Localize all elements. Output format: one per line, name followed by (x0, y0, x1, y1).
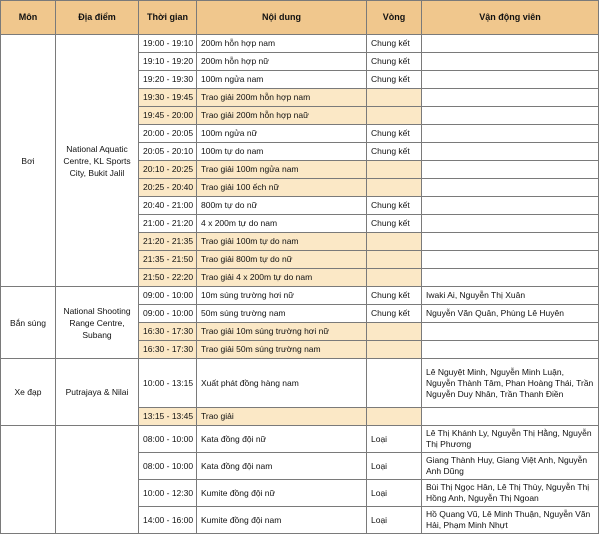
content-cell: Kumite đồng đội nam (197, 507, 367, 534)
round-cell: Chung kết (367, 125, 422, 143)
content-cell: Trao giải (197, 408, 367, 426)
round-cell: Chung kết (367, 197, 422, 215)
athletes-cell: Hồ Quang Vũ, Lê Minh Thuận, Nguyễn Văn Hải, Phạm Minh Nhựt (422, 507, 599, 534)
athletes-cell: Giang Thành Huy, Giang Việt Anh, Nguyễn Anh Dũng (422, 453, 599, 480)
round-cell (367, 408, 422, 426)
athletes-cell (422, 179, 599, 197)
time-cell: 19:30 - 19:45 (139, 89, 197, 107)
content-cell: 10m súng trường hơi nữ (197, 287, 367, 305)
round-cell: Loại (367, 453, 422, 480)
header-sport: Môn (1, 1, 56, 35)
athletes-cell (422, 215, 599, 233)
athletes-cell: Lê Nguyệt Minh, Nguyễn Minh Luận, Nguyễn Thành Tâm, Phan Hoàng Thái, Trần Nguyễn Duy Nhân, Trần Thanh Điền (422, 359, 599, 408)
round-cell (367, 179, 422, 197)
athletes-cell (422, 107, 599, 125)
time-cell: 21:35 - 21:50 (139, 251, 197, 269)
athletes-cell (422, 323, 599, 341)
time-cell: 08:00 - 10:00 (139, 453, 197, 480)
athletes-cell (422, 161, 599, 179)
event-row (1, 426, 599, 453)
content-cell: Kumite đồng đội nữ (197, 480, 367, 507)
time-cell: 08:00 - 10:00 (139, 426, 197, 453)
round-cell (367, 161, 422, 179)
athletes-cell: Iwaki Ai, Nguyễn Thị Xuân (422, 287, 599, 305)
content-cell: 800m tự do nữ (197, 197, 367, 215)
content-cell: Trao giải 100m tự do nam (197, 233, 367, 251)
time-cell: 09:00 - 10:00 (139, 287, 197, 305)
content-cell: 50m súng trường nam (197, 305, 367, 323)
time-cell: 09:00 - 10:00 (139, 305, 197, 323)
time-cell: 21:20 - 21:35 (139, 233, 197, 251)
round-cell: Loại (367, 480, 422, 507)
round-cell: Chung kết (367, 71, 422, 89)
header-athletes: Vận động viên (422, 1, 599, 35)
athletes-cell: Nguyễn Văn Quân, Phùng Lê Huyên (422, 305, 599, 323)
header-time: Thời gian (139, 1, 197, 35)
event-row (1, 359, 599, 408)
round-cell (367, 107, 422, 125)
time-cell: 19:10 - 19:20 (139, 53, 197, 71)
athletes-cell (422, 233, 599, 251)
athletes-cell (422, 35, 599, 53)
time-cell: 14:00 - 16:00 (139, 507, 197, 534)
athletes-cell (422, 125, 599, 143)
content-cell: Xuất phát đồng hàng nam (197, 359, 367, 408)
round-cell (367, 341, 422, 359)
athletes-cell (422, 143, 599, 161)
sport-cell: Xe đạp (1, 359, 56, 426)
round-cell: Chung kết (367, 143, 422, 161)
time-cell: 19:00 - 19:10 (139, 35, 197, 53)
time-cell: 20:40 - 21:00 (139, 197, 197, 215)
round-cell (367, 251, 422, 269)
round-cell: Chung kết (367, 53, 422, 71)
content-cell: Trao giải 10m súng trường hơi nữ (197, 323, 367, 341)
athletes-cell (422, 408, 599, 426)
round-cell: Chung kết (367, 287, 422, 305)
content-cell: Trao giải 50m súng trường nam (197, 341, 367, 359)
event-row (1, 287, 599, 305)
time-cell: 16:30 - 17:30 (139, 341, 197, 359)
athletes-cell (422, 71, 599, 89)
time-cell: 20:00 - 20:05 (139, 125, 197, 143)
content-cell: 100m ngửa nam (197, 71, 367, 89)
venue-cell: Putrajaya & Nilai (56, 359, 139, 426)
time-cell: 20:25 - 20:40 (139, 179, 197, 197)
content-cell: Kata đồng đội nữ (197, 426, 367, 453)
venue-cell: National Aquatic Centre, KL Sports City, Bukit Jalil (56, 35, 139, 287)
header-row (1, 1, 599, 35)
venue-cell: National Shooting Range Centre, Subang (56, 287, 139, 359)
time-cell: 21:00 - 21:20 (139, 215, 197, 233)
athletes-cell (422, 197, 599, 215)
time-cell: 16:30 - 17:30 (139, 323, 197, 341)
time-cell: 13:15 - 13:45 (139, 408, 197, 426)
round-cell: Loại (367, 507, 422, 534)
content-cell: 4 x 200m tự do nam (197, 215, 367, 233)
time-cell: 20:05 - 20:10 (139, 143, 197, 161)
content-cell: Trao giải 100 ếch nữ (197, 179, 367, 197)
athletes-cell (422, 53, 599, 71)
round-cell (367, 359, 422, 408)
header-round: Vòng (367, 1, 422, 35)
content-cell: Trao giải 200m hỗn hợp naữ (197, 107, 367, 125)
content-cell: 100m tự do nam (197, 143, 367, 161)
header-venue: Địa điểm (56, 1, 139, 35)
athletes-cell: Lê Thị Khánh Ly, Nguyễn Thị Hằng, Nguyễn Thị Phương (422, 426, 599, 453)
content-cell: 200m hỗn hợp nữ (197, 53, 367, 71)
round-cell (367, 269, 422, 287)
time-cell: 19:20 - 19:30 (139, 71, 197, 89)
venue-cell (56, 426, 139, 534)
content-cell: 200m hỗn hợp nam (197, 35, 367, 53)
event-row (1, 35, 599, 53)
content-cell: Trao giải 100m ngửa nam (197, 161, 367, 179)
time-cell: 10:00 - 13:15 (139, 359, 197, 408)
round-cell: Chung kết (367, 215, 422, 233)
content-cell: Trao giải 4 x 200m tự do nam (197, 269, 367, 287)
round-cell: Loại (367, 426, 422, 453)
time-cell: 10:00 - 12:30 (139, 480, 197, 507)
athletes-cell (422, 341, 599, 359)
time-cell: 20:10 - 20:25 (139, 161, 197, 179)
content-cell: 100m ngửa nữ (197, 125, 367, 143)
sport-cell (1, 426, 56, 534)
content-cell: Kata đồng đội nam (197, 453, 367, 480)
sport-cell: Bơi (1, 35, 56, 287)
round-cell: Chung kết (367, 35, 422, 53)
round-cell (367, 89, 422, 107)
round-cell (367, 233, 422, 251)
athletes-cell (422, 89, 599, 107)
sport-cell: Bắn súng (1, 287, 56, 359)
athletes-cell (422, 269, 599, 287)
time-cell: 21:50 - 22:20 (139, 269, 197, 287)
athletes-cell: Bùi Thị Ngọc Hân, Lê Thị Thùy, Nguyễn Thị Hồng Anh, Nguyễn Thị Ngoan (422, 480, 599, 507)
header-content: Nội dung (197, 1, 367, 35)
round-cell: Chung kết (367, 305, 422, 323)
content-cell: Trao giải 200m hỗn hợp nam (197, 89, 367, 107)
schedule-body (1, 35, 599, 534)
content-cell: Trao giải 800m tự do nữ (197, 251, 367, 269)
time-cell: 19:45 - 20:00 (139, 107, 197, 125)
athletes-cell (422, 251, 599, 269)
round-cell (367, 323, 422, 341)
